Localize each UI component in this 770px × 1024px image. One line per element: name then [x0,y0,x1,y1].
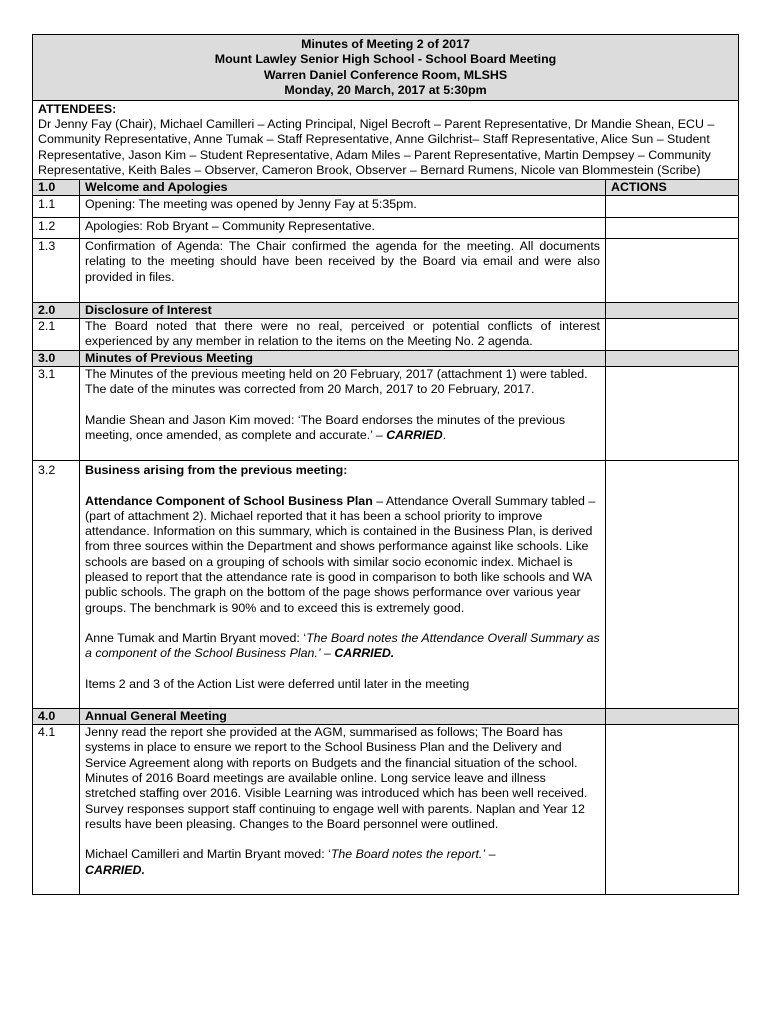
item-row [33,367,739,461]
item-number: 3.1 [33,367,80,461]
actions-column-header: ACTIONS [606,180,739,196]
motion-text [85,631,600,662]
motion-end: . [442,427,447,442]
section-title: Minutes of Previous Meeting [80,350,606,366]
document-header [33,35,739,101]
item-text: Opening: The meeting was opened by Jenny Fay at 5:35pm. [80,196,606,217]
item-content [80,461,606,709]
item-row [33,725,739,895]
motion-plain: Michael Camilleri and Martin Bryant moved: ‘ [85,847,331,862]
deferred-note: Items 2 and 3 of the Action List were deferred until later in the meeting [85,676,470,691]
item-row [33,319,739,351]
minutes-document [32,34,738,895]
item-row [33,461,739,709]
section-title: Disclosure of Interest [80,302,606,318]
motion-plain: Anne Tumak and Martin Bryant moved: ‘ [85,630,307,645]
item-text: The Minutes of the previous meeting held on 20 February, 2017 (attachment 1) were tabled. The date of the minutes was corrected from 20 March, 2017 to 20 February, 2017. [85,367,588,397]
item-row [33,239,739,303]
section-title: Welcome and Apologies [80,180,606,196]
item-row [33,196,739,217]
header-title: Minutes of Meeting 2 of 2017 [301,37,470,51]
item-title: Business arising from the previous meeting: [85,463,348,478]
item-number: 1.2 [33,217,80,238]
motion-italic: The Board notes the Attendance Overall Summary as a component of the School Business Plan.’ [85,630,600,661]
action-cell [606,708,739,724]
section-number: 3.0 [33,350,80,366]
item-content [80,367,606,461]
action-cell [606,302,739,318]
item-number: 4.1 [33,725,80,895]
carried-label: CARRIED. [85,862,145,877]
action-cell [606,367,739,461]
attendees-row [33,100,739,179]
section-title: Annual General Meeting [80,708,606,724]
action-cell [606,196,739,217]
action-cell [606,217,739,238]
item-number: 2.1 [33,319,80,351]
minutes-table [32,34,739,895]
action-cell [606,239,739,303]
sub-text: – Attendance Overall Summary tabled – (part of attachment 2). Michael reported that it has been a school priority to improve attendance. Information on this summary, which is contained in the Business Plan, is derived from three sources within the Department and shows performance against like schools. Like schools are based on a grouping of schools with similar socio economic index. Michael is pleased to report that the attendance rate is good in comparison to both like schools and WA public schools. The graph on the bottom of the page shows performance over various year groups. The benchmark is 90% and to exceed this is extremely good. [85,493,596,615]
item-text [85,494,600,616]
item-text: Jenny read the report she provided at the AGM, summarised as follows; The Board has systems in place to ensure we report to the School Business Plan and the Delivery and Service Agreement along with reports on Budgets and the financial situation of the school. Minutes of 2016 Board meetings are available online. Long service leave and illness stretched staffing over 2016. Visible Learning was introduced which has been well received. Survey responses support staff continuing to engage well with parents. Naplan and Year 12 results have been pleasing. Changes to the Board personnel were outlined. [85,725,588,831]
motion-italic: The Board notes the report.’ [330,847,486,862]
carried-label: CARRIED [386,427,443,442]
attendees-cell [33,100,739,179]
action-cell [606,725,739,895]
section-header-row [33,180,739,196]
item-content [80,725,606,895]
item-row [33,217,739,238]
header-school: Mount Lawley Senior High School - School Board Meeting [214,52,557,67]
header-date: Monday, 20 March, 2017 at 5:30pm [284,83,487,98]
attendees-title: ATTENDEES: [38,101,117,116]
carried-label: CARRIED. [334,646,395,661]
motion-dash: – [485,847,496,862]
action-cell [606,350,739,366]
motion-dash: – [320,646,335,661]
motion-text [85,413,600,444]
item-text: Apologies: Rob Bryant – Community Representative. [80,217,606,238]
motion-text [85,847,600,878]
action-cell [606,319,739,351]
action-cell [606,461,739,709]
item-text: The Board noted that there were no real, perceived or potential conflicts of interest experienced by any member in relation to the items on the Meeting No. 2 agenda. [80,319,606,351]
item-number: 3.2 [33,461,80,709]
section-number: 2.0 [33,302,80,318]
sub-title: Attendance Component of School Business Plan [85,493,373,508]
item-text: Confirmation of Agenda: The Chair confirmed the agenda for the meeting. All documents relating to the meeting should have been received by the Board via email and were also provided in files. [80,239,606,303]
item-number: 1.3 [33,239,80,303]
header-venue: Warren Daniel Conference Room, MLSHS [263,67,508,82]
attendees-list: Dr Jenny Fay (Chair), Michael Camilleri – Acting Principal, Nigel Becroft – Parent Representative, Dr Mandie Shean, ECU – Community Representative, Anne Tumak – Staff Representative, Anne Gilchrist– Staff Representative, Alice Sun – Student Representative, Jason Kim – Student Representative, Adam Miles – Parent Representative, Martin Dempsey – Community Representative, Keith Bales – Observer, Cameron Brook, Observer – Bernard Rumens, Nicole van Blommestein (Scribe) [38,116,715,177]
motion-plain: Mandie Shean and Jason Kim moved: ‘The Board endorses the minutes of the previous meeting, once amended, as complete and accurate.’ – [85,412,566,442]
section-header-row [33,302,739,318]
section-header-row [33,350,739,366]
section-header-row [33,708,739,724]
section-number: 1.0 [33,180,80,196]
document-header-row [33,35,739,101]
section-number: 4.0 [33,708,80,724]
item-number: 1.1 [33,196,80,217]
